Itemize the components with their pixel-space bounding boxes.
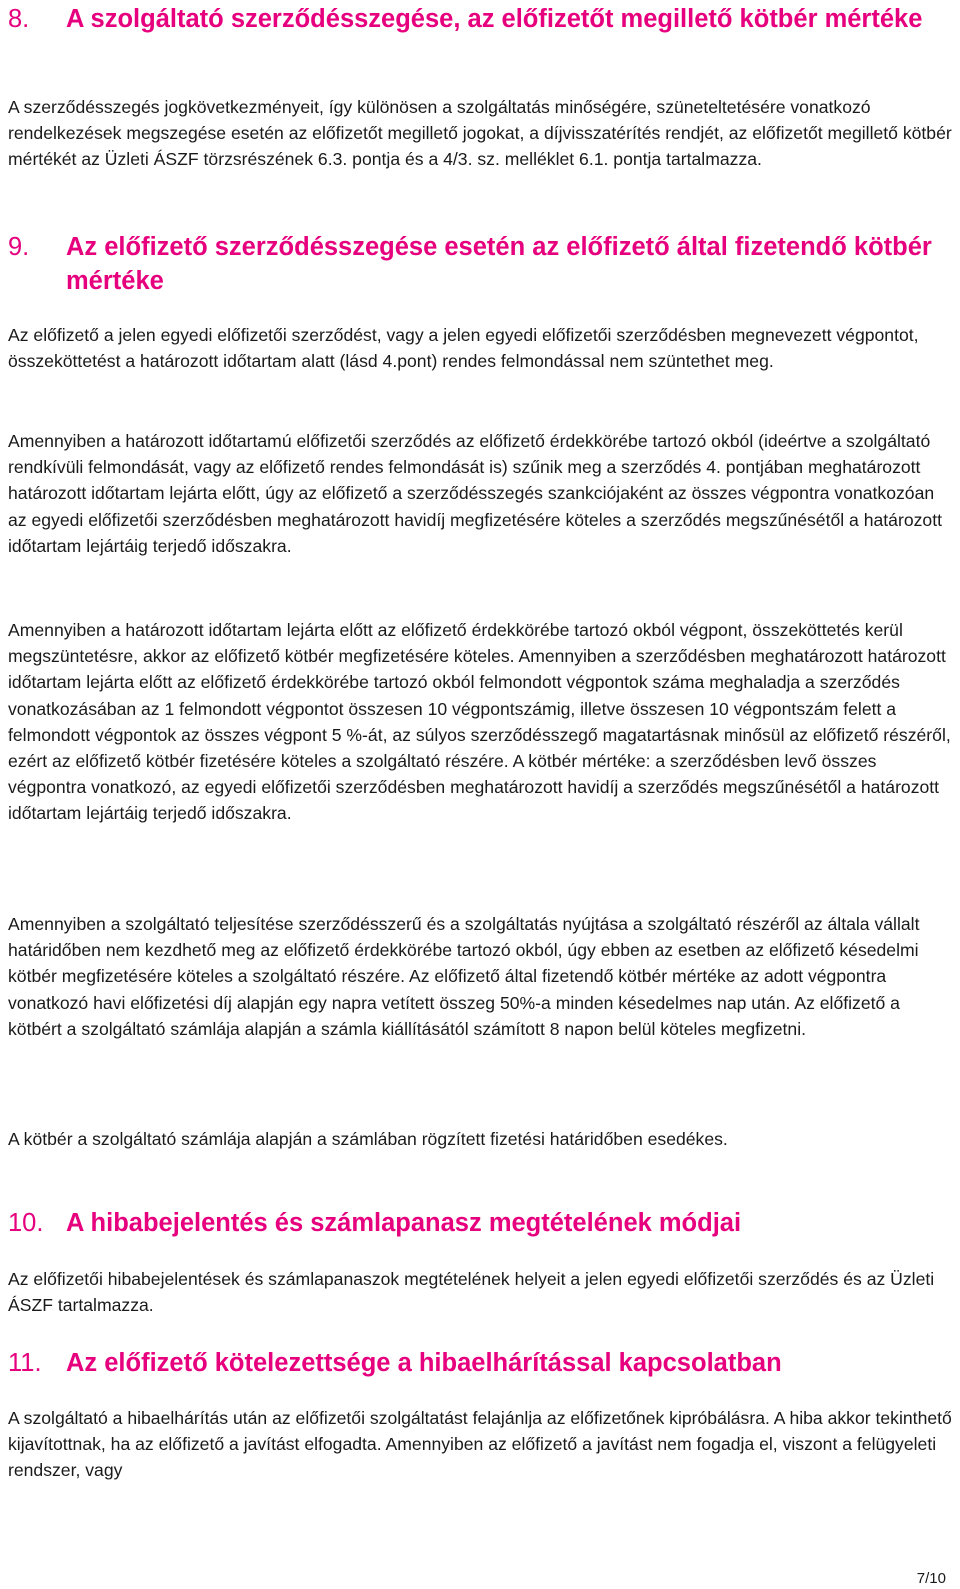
section-9-paragraph-1: Az előfizető a jelen egyedi előfizetői szerződést, vagy a jelen egyedi előfizetői szerződésben megnevezett végpontot, összeköttetést a határozott időtartam alatt (lásd 4.pont) rendes felmondással nem szüntethet meg.: [8, 325, 919, 372]
section-9-paragraph-5: A kötbér a szolgáltató számlája alapján a számlában rögzített fizetési határidőben esedékes.: [8, 1129, 728, 1149]
page-number: 7/10: [916, 1570, 946, 1587]
section-11-title: Az előfizető kötelezettsége a hibaelhárítással kapcsolatban: [66, 1349, 782, 1377]
section-10-paragraph-1: Az előfizetői hibabejelentések és számlapanaszok megtételének helyeit a jelen egyedi előfizetői szerződés és az Üzleti ÁSZF tartalmazza.: [8, 1269, 935, 1316]
section-9-paragraph-3: Amennyiben a határozott időtartam lejárta előtt az előfizető érdekkörébe tartozó okból végpont, összeköttetés kerül megszüntetésre, akkor az előfizető kötbér megfizetésére köteles. Amennyiben a szerződésben meghatározott határozott időtartam lejárta előtt az előfizető érdekkörébe tartozó okból felmondott végpontok száma meghaladja a szerződés vonatkozásában az 1 felmondott végpontot összesen 10 végpontszámig, illetve összesen 10 végpontszám felett a felmondott végpontok az összes végpont 5 %-át, az súlyos szerződésszegő magatartásnak minősül az előfizető részéről, ezért az előfizető kötbér fizetésére köteles a szolgáltató részére. A kötbér mértéke: a szerződésben levő összes végpontra vonatkozó, az egyedi előfizetői szerződésben meghatározott havidíj a szerződés megszűnésétől a határozott időtartam lejártáig terjedő időszakra.: [8, 620, 951, 824]
section-8-number: 8.: [8, 5, 30, 33]
section-9-paragraph-2: Amennyiben a határozott időtartamú előfizetői szerződés az előfizető érdekkörébe tartozó okból (ideértve a szolgáltató rendkívüli felmondását, vagy az előfizető rendes felmondását is) szűnik meg a szerződés 4. pontjában meghatározott határozott időtartam lejárta előtt, úgy az előfizető a szerződésszegés szankciójaként az összes végpontra vonatkozóan az egyedi előfizetői szerződésben meghatározott havidíj megfizetésére köteles a szerződés megszűnésétől a határozott időtartam lejártáig terjedő időszakra.: [8, 431, 942, 556]
section-11-paragraph-1: A szolgáltató a hibaelhárítás után az előfizetői szolgáltatást felajánlja az előfizetőnek kipróbálásra. A hiba akkor tekinthető kijavítottnak, ha az előfizető a javítást elfogadta. Amennyiben az előfizető a javítást nem fogadja el, viszont a felügyeleti rendszer, vagy: [8, 1408, 952, 1481]
section-10-title: A hibabejelentés és számlapanasz megtételének módjai: [66, 1209, 742, 1237]
section-9-heading: [8, 230, 948, 298]
section-8-paragraph-1: A szerződésszegés jogkövetkezményeit, így különösen a szolgáltatás minőségére, szüneteltetésére vonatkozó rendelkezések megszegése esetén az előfizetőt megillető jogokat, a díjvisszatérítés rendjét, az előfizetőt megillető kötbér mértékét az Üzleti ÁSZF törzsrészének 6.3. pontja és a 4/3. sz. melléklet 6.1. pontja tartalmazza.: [8, 97, 952, 170]
section-10-heading: [8, 1206, 948, 1240]
section-8-title: A szolgáltató szerződésszegése, az előfizetőt megillető kötbér mértéke: [66, 5, 923, 33]
section-8-heading: [8, 2, 948, 36]
section-9-number: 9.: [8, 233, 30, 261]
section-9-paragraph-4: Amennyiben a szolgáltató teljesítése szerződésszerű és a szolgáltatás nyújtása a szolgáltató részéről az általa vállalt határidőben nem kezdhető meg az előfizető érdekkörébe tartozó okból, úgy ebben az esetben az előfizető késedelmi kötbér megfizetésére köteles a szolgáltató részére. Az előfizető által fizetendő kötbér mértéke az adott végpontra vonatkozó havi előfizetési díj alapján egy napra vetített összeg 50%-a minden késedelmes nap után. Az előfizető a kötbért a szolgáltató számlája alapján a számla kiállításától számított 8 napon belül köteles megfizetni.: [8, 914, 920, 1039]
section-11-heading: [8, 1346, 948, 1380]
section-9-title: Az előfizető szerződésszegése esetén az előfizető által fizetendő kötbér mértéke: [66, 233, 932, 295]
section-10-number: 10.: [8, 1209, 44, 1237]
section-11-number: 11.: [8, 1349, 42, 1377]
